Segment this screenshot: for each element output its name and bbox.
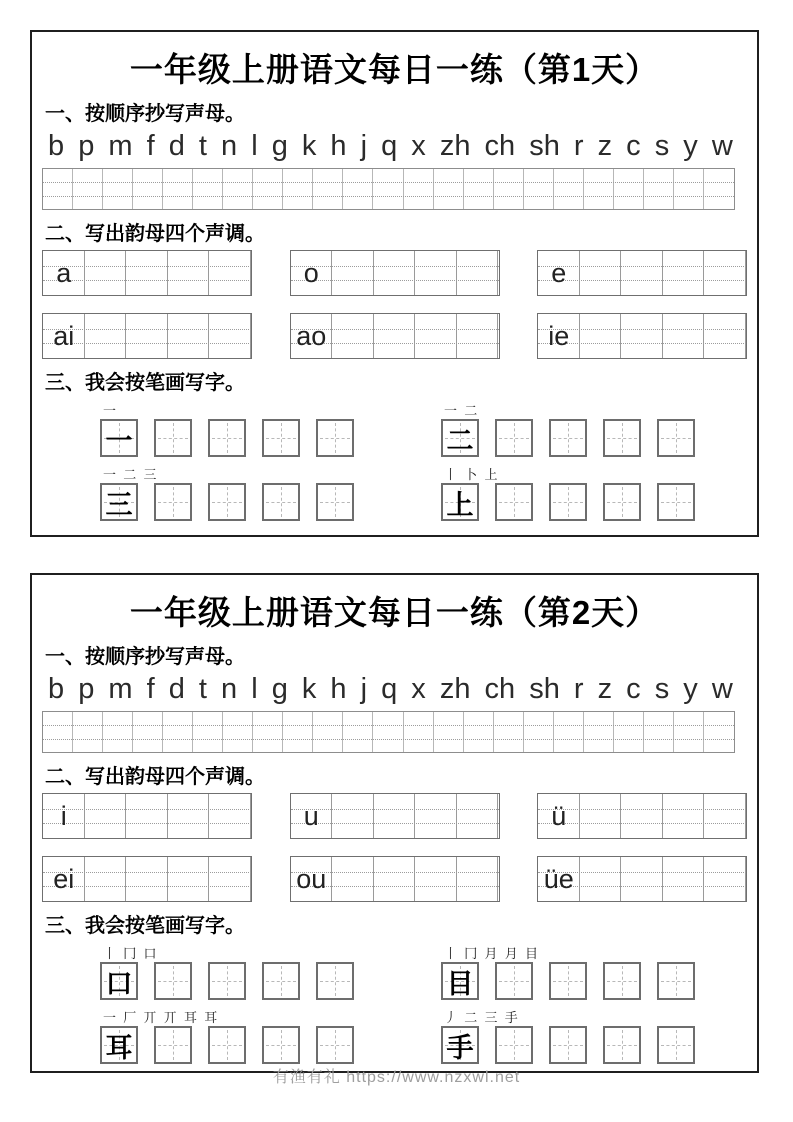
character-box	[100, 483, 138, 521]
grid-cell	[133, 712, 163, 752]
initial-letter: sh	[529, 130, 560, 162]
final-block-i	[42, 793, 252, 839]
practice-box	[549, 419, 587, 457]
grid-cell	[621, 857, 663, 901]
initial-letter: q	[381, 673, 398, 705]
initial-letter: g	[271, 130, 288, 162]
grid-cell	[404, 712, 434, 752]
character-box	[441, 962, 479, 1000]
grid-cell	[133, 169, 163, 209]
grid-cell	[43, 169, 73, 209]
stroke-order-hint: 丨 冂 口	[103, 946, 159, 961]
final-label: ou	[296, 863, 327, 894]
watermark-text: 有渔有礼 https://www.nzxwl.net	[272, 1069, 521, 1086]
character-glyph: 二	[446, 425, 474, 456]
practice-box	[316, 483, 354, 521]
grid-cell	[704, 169, 734, 209]
character-box	[100, 1026, 138, 1064]
practice-box	[603, 962, 641, 1000]
practice-box	[657, 962, 695, 1000]
grid-cell	[126, 251, 168, 295]
grid-cell	[332, 314, 374, 358]
initial-letter: f	[146, 130, 155, 162]
finals-row-1	[42, 250, 747, 296]
initial-letter: c	[626, 130, 641, 162]
initial-letter: r	[573, 673, 584, 705]
initial-letter: y	[683, 673, 698, 705]
grid-cell	[704, 712, 734, 752]
grid-cell	[168, 251, 210, 295]
initial-letter: k	[301, 673, 317, 705]
practice-box	[549, 962, 587, 1000]
grid-cell	[704, 794, 746, 838]
final-block-ai	[42, 313, 252, 359]
character-glyph: 耳	[105, 1032, 133, 1063]
grid-cell	[457, 794, 499, 838]
grid-cell	[554, 169, 584, 209]
stroke-order-hint: 丿 二 三 手	[444, 1010, 520, 1025]
grid-cell	[457, 251, 499, 295]
grid-cell	[283, 169, 313, 209]
pinyin-writing-grid	[42, 168, 735, 210]
final-label: a	[56, 257, 72, 288]
initial-letter: h	[330, 673, 347, 705]
final-block-o	[290, 250, 500, 296]
practice-box	[495, 962, 533, 1000]
practice-box	[657, 1026, 695, 1064]
grid-cell	[584, 712, 614, 752]
practice-box	[603, 1026, 641, 1064]
final-block-e	[537, 250, 747, 296]
grid-cell	[343, 712, 373, 752]
stroke-order-hint: 一 二	[444, 403, 480, 418]
practice-box	[603, 483, 641, 521]
initial-letter: l	[251, 673, 258, 705]
grid-cell	[43, 712, 73, 752]
grid-cell	[168, 314, 210, 358]
grid-cell	[644, 169, 674, 209]
practice-box	[262, 483, 300, 521]
practice-box	[549, 1026, 587, 1064]
initial-letter: h	[330, 130, 347, 162]
initial-letter: w	[711, 130, 733, 162]
practice-box	[154, 419, 192, 457]
grid-cell	[253, 712, 283, 752]
section-heading-characters: 三、我会按笔画写字。	[45, 915, 245, 937]
initial-letter: q	[381, 130, 398, 162]
grid-cell	[704, 857, 746, 901]
initial-letter: d	[168, 673, 185, 705]
initial-letter: d	[168, 130, 185, 162]
character-group-er3	[100, 1010, 354, 1064]
initial-letter: p	[78, 130, 95, 162]
initial-letter: r	[573, 130, 584, 162]
final-block-v	[537, 793, 747, 839]
grid-cell	[313, 169, 343, 209]
grid-cell	[434, 169, 464, 209]
grid-cell	[457, 857, 499, 901]
grid-cell	[621, 794, 663, 838]
grid-cell	[404, 169, 434, 209]
section-heading-characters: 三、我会按笔画写字。	[45, 372, 245, 394]
practice-box	[154, 1026, 192, 1064]
final-label: ü	[551, 800, 567, 831]
initial-letter: g	[271, 673, 288, 705]
initial-letter: s	[654, 130, 670, 162]
grid-cell	[209, 857, 251, 901]
practice-box	[208, 962, 246, 1000]
practice-box	[603, 419, 641, 457]
grid-cell	[494, 712, 524, 752]
grid-cell	[374, 314, 416, 358]
grid-cell	[663, 251, 705, 295]
initial-letter: t	[198, 673, 207, 705]
grid-cell	[85, 251, 127, 295]
grid-cell	[85, 314, 127, 358]
grid-cell	[415, 314, 457, 358]
section-heading-finals: 二、写出韵母四个声调。	[45, 766, 265, 788]
initial-letter: w	[711, 673, 733, 705]
grid-cell	[524, 712, 554, 752]
grid-cell	[614, 169, 644, 209]
final-label: ei	[53, 863, 75, 894]
stroke-order-hint: 一 厂 丌 丌 耳 耳	[103, 1010, 220, 1025]
initial-letter: z	[597, 130, 613, 162]
stroke-order-hint: 丨 冂 月 月 目	[444, 946, 541, 961]
grid-cell	[73, 169, 103, 209]
character-box	[100, 419, 138, 457]
grid-cell	[644, 712, 674, 752]
grid-cell	[126, 794, 168, 838]
grid-cell	[209, 314, 251, 358]
grid-cell	[663, 857, 705, 901]
initial-letter: sh	[529, 673, 560, 705]
grid-cell	[374, 794, 416, 838]
grid-cell	[126, 857, 168, 901]
grid-cell	[163, 169, 193, 209]
grid-cell	[373, 169, 403, 209]
initials-row	[48, 671, 733, 707]
character-glyph: 手	[446, 1032, 474, 1063]
practice-box	[316, 1026, 354, 1064]
character-group-yi	[100, 403, 354, 457]
initial-letter: f	[146, 673, 155, 705]
grid-cell	[621, 251, 663, 295]
initial-letter: n	[221, 130, 238, 162]
practice-box	[262, 419, 300, 457]
initial-letter: j	[360, 673, 368, 705]
initial-letter: c	[626, 673, 641, 705]
initial-letter: b	[48, 673, 65, 705]
character-group-shou	[441, 1010, 695, 1064]
initial-letter: x	[411, 130, 426, 162]
final-block-u	[290, 793, 500, 839]
grid-cell	[313, 712, 343, 752]
section-heading-initials: 一、按顺序抄写声母。	[45, 646, 245, 668]
character-glyph: 口	[105, 968, 133, 999]
final-label: e	[551, 257, 567, 288]
grid-cell	[374, 857, 416, 901]
grid-cell	[457, 314, 499, 358]
grid-cell	[343, 169, 373, 209]
character-glyph: 三	[105, 489, 133, 520]
worksheet-title: 一年级上册语文每日一练（第1天）	[129, 51, 660, 88]
grid-cell	[332, 251, 374, 295]
grid-cell	[415, 857, 457, 901]
practice-box	[549, 483, 587, 521]
worksheet-title: 一年级上册语文每日一练（第2天）	[129, 594, 660, 631]
character-box	[441, 419, 479, 457]
finals-row-1	[42, 793, 747, 839]
practice-box	[495, 483, 533, 521]
character-row-2	[32, 467, 757, 521]
grid-cell	[223, 169, 253, 209]
initial-letter: n	[221, 673, 238, 705]
grid-cell	[253, 169, 283, 209]
stroke-order-hint: 一	[103, 403, 119, 418]
initials-row	[48, 128, 733, 164]
grid-cell	[580, 857, 622, 901]
practice-box	[657, 419, 695, 457]
stroke-order-hint: 丨 卜 上	[444, 467, 500, 482]
practice-box	[154, 962, 192, 1000]
grid-cell	[584, 169, 614, 209]
final-label: üe	[543, 863, 574, 894]
initial-letter: b	[48, 130, 65, 162]
practice-box	[657, 483, 695, 521]
character-glyph: 一	[105, 425, 133, 456]
finals-row-2	[42, 313, 747, 359]
character-box	[441, 483, 479, 521]
final-label: ao	[296, 320, 327, 351]
grid-cell	[223, 712, 253, 752]
worksheet-panel-day1	[30, 30, 759, 537]
grid-cell	[332, 794, 374, 838]
character-row-1	[32, 946, 757, 1000]
practice-box	[316, 419, 354, 457]
initial-letter: ch	[484, 130, 516, 162]
grid-cell	[494, 169, 524, 209]
character-glyph: 上	[446, 489, 474, 520]
initial-letter: zh	[439, 130, 471, 162]
character-glyph: 目	[446, 968, 474, 999]
initial-letter: t	[198, 130, 207, 162]
initial-letter: m	[108, 673, 133, 705]
grid-cell	[193, 712, 223, 752]
final-block-ei	[42, 856, 252, 902]
grid-cell	[554, 712, 584, 752]
final-block-ao	[290, 313, 500, 359]
final-block-ve	[537, 856, 747, 902]
grid-cell	[663, 794, 705, 838]
grid-cell	[614, 712, 644, 752]
grid-cell	[621, 314, 663, 358]
grid-cell	[704, 251, 746, 295]
character-box	[100, 962, 138, 1000]
initial-letter: m	[108, 130, 133, 162]
character-group-mu	[441, 946, 695, 1000]
grid-cell	[168, 794, 210, 838]
initial-letter: l	[251, 130, 258, 162]
character-group-shang	[441, 467, 695, 521]
finals-row-2	[42, 856, 747, 902]
practice-box	[208, 419, 246, 457]
final-block-ou	[290, 856, 500, 902]
practice-box	[495, 1026, 533, 1064]
initial-letter: j	[360, 130, 368, 162]
grid-cell	[580, 314, 622, 358]
grid-cell	[168, 857, 210, 901]
final-label: u	[303, 800, 319, 831]
initial-letter: p	[78, 673, 95, 705]
initial-letter: s	[654, 673, 670, 705]
section-heading-initials: 一、按顺序抄写声母。	[45, 103, 245, 125]
final-label: ie	[548, 320, 570, 351]
worksheet-panel-day2	[30, 573, 759, 1073]
final-label: i	[60, 800, 67, 831]
practice-box	[262, 1026, 300, 1064]
grid-cell	[415, 794, 457, 838]
grid-cell	[580, 794, 622, 838]
grid-cell	[464, 169, 494, 209]
practice-box	[495, 419, 533, 457]
pinyin-writing-grid	[42, 711, 735, 753]
grid-cell	[126, 314, 168, 358]
initial-letter: y	[683, 130, 698, 162]
practice-box	[154, 483, 192, 521]
final-block-ie	[537, 313, 747, 359]
practice-box	[262, 962, 300, 1000]
final-label: o	[303, 257, 319, 288]
grid-cell	[580, 251, 622, 295]
practice-box	[208, 1026, 246, 1064]
character-box	[441, 1026, 479, 1064]
grid-cell	[674, 712, 704, 752]
grid-cell	[85, 857, 127, 901]
section-heading-finals: 二、写出韵母四个声调。	[45, 223, 265, 245]
initial-letter: z	[597, 673, 613, 705]
grid-cell	[73, 712, 103, 752]
character-row-2	[32, 1010, 757, 1064]
grid-cell	[103, 712, 133, 752]
grid-cell	[704, 314, 746, 358]
initial-letter: k	[301, 130, 317, 162]
initial-letter: zh	[439, 673, 471, 705]
initial-letter: x	[411, 673, 426, 705]
grid-cell	[283, 712, 313, 752]
grid-cell	[332, 857, 374, 901]
grid-cell	[415, 251, 457, 295]
grid-cell	[464, 712, 494, 752]
grid-cell	[374, 251, 416, 295]
grid-cell	[163, 712, 193, 752]
stroke-order-hint: 一 二 三	[103, 467, 159, 482]
grid-cell	[524, 169, 554, 209]
grid-cell	[674, 169, 704, 209]
grid-cell	[373, 712, 403, 752]
grid-cell	[85, 794, 127, 838]
grid-cell	[193, 169, 223, 209]
grid-cell	[434, 712, 464, 752]
character-row-1	[32, 403, 757, 457]
final-label: ai	[53, 320, 75, 351]
character-group-kou	[100, 946, 354, 1000]
practice-box	[316, 962, 354, 1000]
grid-cell	[663, 314, 705, 358]
final-block-a	[42, 250, 252, 296]
character-group-er	[441, 403, 695, 457]
grid-cell	[103, 169, 133, 209]
practice-box	[208, 483, 246, 521]
initial-letter: ch	[484, 673, 516, 705]
grid-cell	[209, 794, 251, 838]
grid-cell	[209, 251, 251, 295]
character-group-san	[100, 467, 354, 521]
